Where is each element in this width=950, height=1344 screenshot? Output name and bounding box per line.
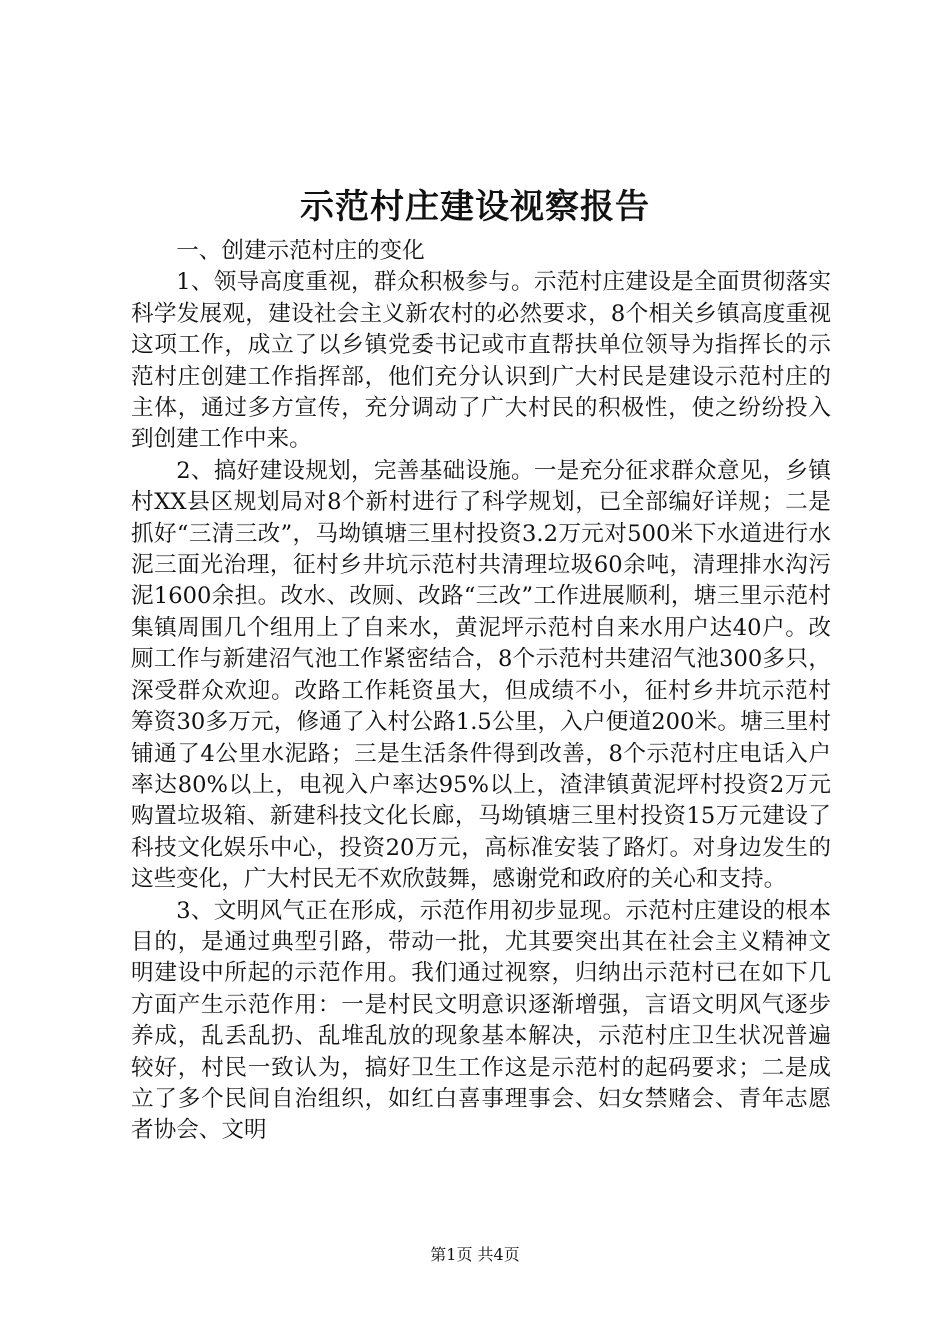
section-heading: 一、创建示范村庄的变化 bbox=[176, 238, 425, 264]
paragraph-3: 3、文明风气正在形成，示范作用初步显现。示范村庄建设的根本目的，是通过典型引路，带动一批，尤其要突出其在社会主义精神文明建设中所起的示范作用。我们通过视察，归纳出示范村已在如下几方面产生示范作用：一是村民文明意识逐渐增强，言语文明风气逐步养成，乱丢乱扔、乱堆乱放的现象基本解决，示范村庄卫生状况普遍较好，村民一致认为，搞好卫生工作这是示范村的起码要求；二是成立了多个民间自治组织，如红白喜事理事会、妇女禁赌会、青年志愿者协会、文明 bbox=[131, 897, 831, 1144]
paragraph-1: 1、领导高度重视，群众积极参与。示范村庄建设是全面贯彻落实科学发展观，建设社会主义新农村的必然要求，8个相关乡镇高度重视这项工作，成立了以乡镇党委书记或市直帮扶单位领导为指挥长的示范村庄创建工作指挥部，他们充分认识到广大村民是建设示范村庄的主体，通过多方宣传，充分调动了广大村民的积极性，使之纷纷投入到创建工作中来。 bbox=[131, 269, 831, 453]
document-body bbox=[131, 236, 831, 1147]
page-footer: 第1页 共4页 bbox=[430, 1245, 520, 1264]
paragraph-2: 2、搞好建设规划，完善基础设施。一是充分征求群众意见，乡镇村XX县区规划局对8个新村进行了科学规划，已全部编好详规；二是抓好“三清三改”，马坳镇塘三里村投资3.2万元对500米下水道进行水泥三面光治理，征村乡井坑示范村共清理垃圾60余吨，清理排水沟污泥1600余担。改水、改厕、改路“三改”工作进展顺利，塘三里示范村集镇周围几个组用上了自来水，黄泥坪示范村自来水用户达40户。改厕工作与新建沼气池工作紧密结合，8个示范村共建沼气池300多只，深受群众欢迎。改路工作耗资虽大，但成绩不小，征村乡井坑示范村筹资30多万元，修通了入村公路1.5公里，入户便道200米。塘三里村铺通了4公里水泥路；三是生活条件得到改善，8个示范村庄电话入户率达80%以上，电视入户率达95%以上，渣津镇黄泥坪村投资2万元购置垃圾箱、新建科技文化长廊，马坳镇塘三里村投资15万元建设了科技文化娱乐中心，投资20万元，高标准安装了路灯。对身边发生的这些变化，广大村民无不欢欣鼓舞，感谢党和政府的关心和支持。 bbox=[131, 457, 831, 893]
document-title: 示范村庄建设视察报告 bbox=[300, 187, 650, 227]
